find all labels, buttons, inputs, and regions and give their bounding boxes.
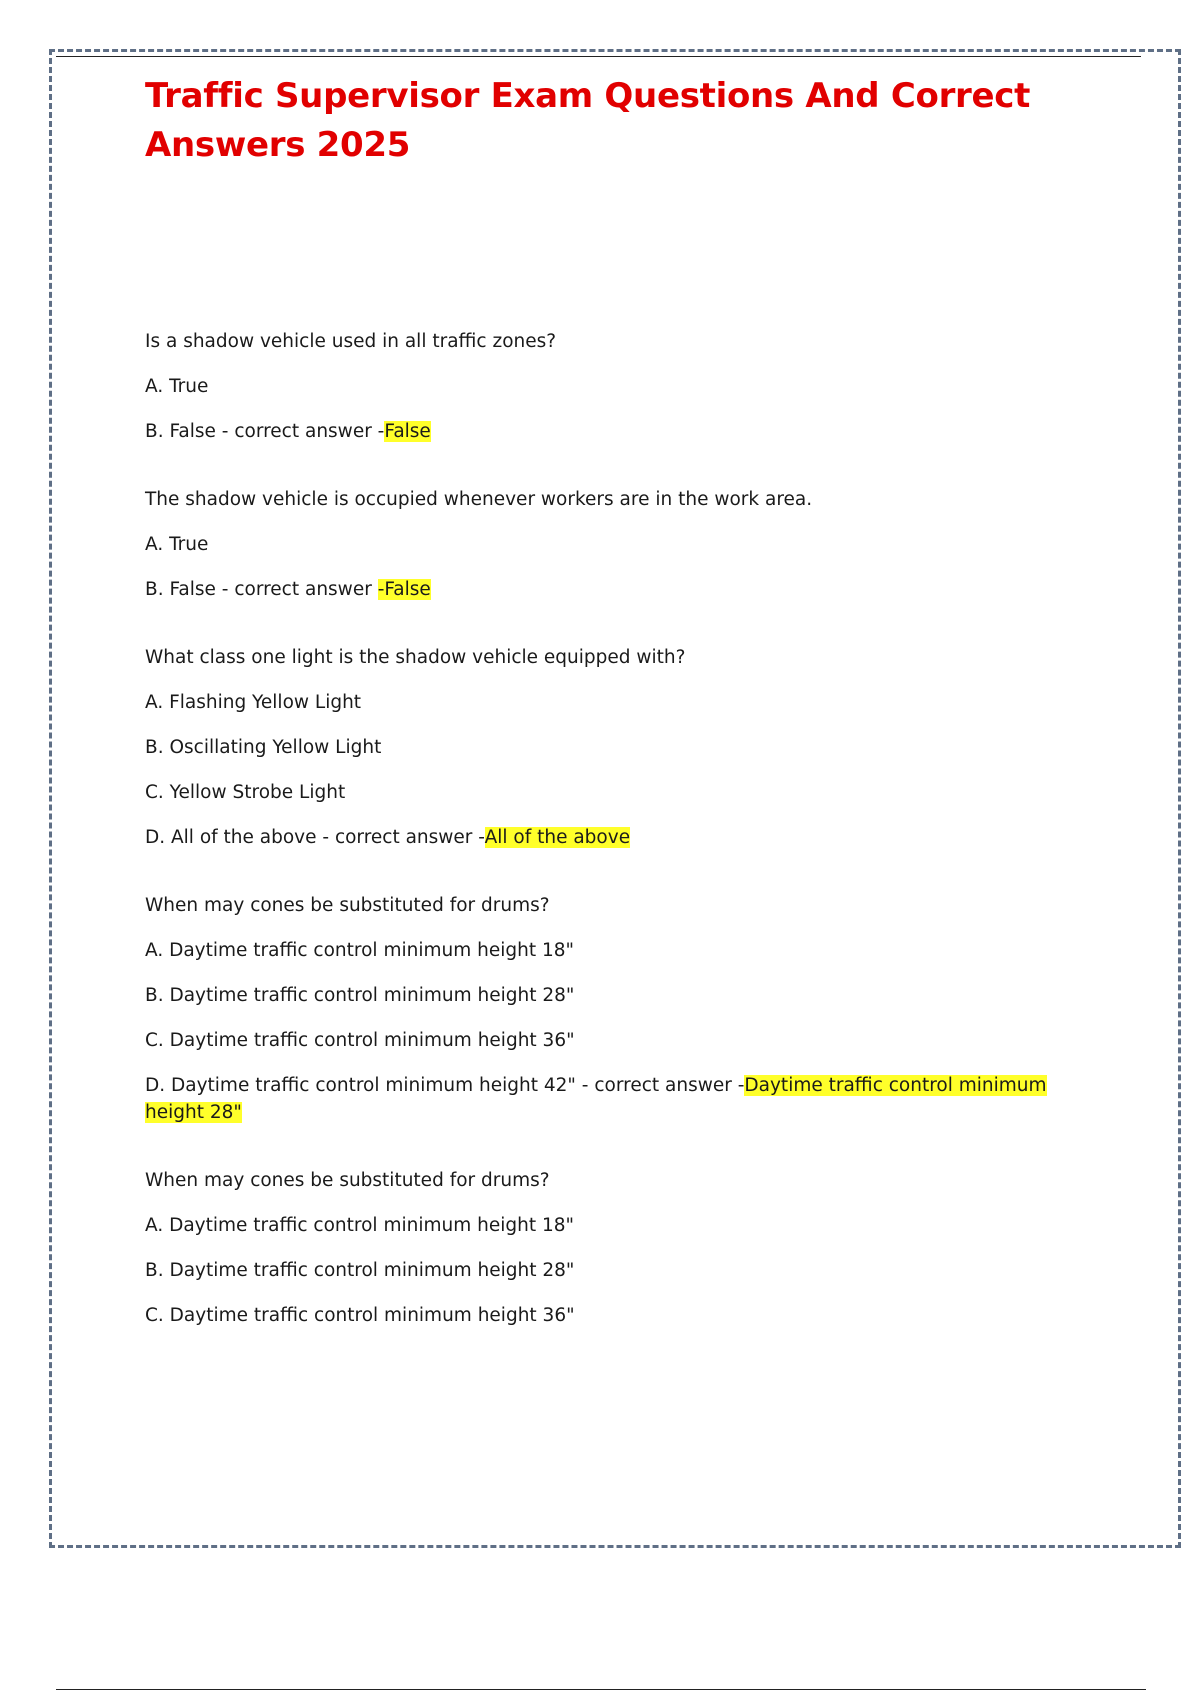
document-title: Traffic Supervisor Exam Questions And Correct Answers 2025 xyxy=(145,76,1031,165)
option-a: A. True xyxy=(145,534,209,555)
question-block xyxy=(145,328,1095,445)
option-a: A. Flashing Yellow Light xyxy=(145,692,362,713)
question-text: The shadow vehicle is occupied whenever workers are in the work area. xyxy=(145,489,813,510)
question-block xyxy=(145,1167,1095,1329)
option-a: A. True xyxy=(145,376,209,397)
question-list xyxy=(145,328,1095,1329)
option-b: B. Daytime traffic control minimum height 28" xyxy=(145,985,575,1006)
answer-line xyxy=(145,418,1095,445)
question-block xyxy=(145,644,1095,851)
correct-answer-highlight: Daytime traffic control minimum height 28" xyxy=(145,1075,1047,1123)
question-block xyxy=(145,486,1095,603)
option-b: B. Oscillating Yellow Light xyxy=(145,737,382,758)
answer-line xyxy=(145,576,1095,603)
option-a: A. Daytime traffic control minimum height 18" xyxy=(145,940,575,961)
question-text: When may cones be substituted for drums? xyxy=(145,895,550,916)
header-rule xyxy=(56,56,1141,57)
correct-answer-highlight: False xyxy=(384,421,431,442)
question-block xyxy=(145,892,1095,1126)
question-text: When may cones be substituted for drums? xyxy=(145,1170,550,1191)
correct-answer-highlight: -False xyxy=(377,579,431,600)
option-c: C. Daytime traffic control minimum height 36" xyxy=(145,1030,575,1051)
answer-prefix: B. False - correct answer - xyxy=(145,421,385,442)
answer-line xyxy=(145,1072,1095,1126)
correct-answer-highlight: All of the above xyxy=(484,827,631,848)
option-b: B. Daytime traffic control minimum height 28" xyxy=(145,1260,575,1281)
option-a: A. Daytime traffic control minimum height 18" xyxy=(145,1215,575,1236)
document-body xyxy=(145,72,1095,1370)
question-text: Is a shadow vehicle used in all traffic zones? xyxy=(145,331,557,352)
answer-line xyxy=(145,824,1095,851)
footer-rule xyxy=(56,1689,1146,1690)
option-c: C. Yellow Strobe Light xyxy=(145,782,346,803)
option-c: C. Daytime traffic control minimum height 36" xyxy=(145,1305,575,1326)
answer-prefix: B. False - correct answer xyxy=(145,579,378,600)
answer-prefix: D. Daytime traffic control minimum height 42" - correct answer - xyxy=(145,1075,745,1096)
question-text: What class one light is the shadow vehicle equipped with? xyxy=(145,647,686,668)
answer-prefix: D. All of the above - correct answer - xyxy=(145,827,485,848)
